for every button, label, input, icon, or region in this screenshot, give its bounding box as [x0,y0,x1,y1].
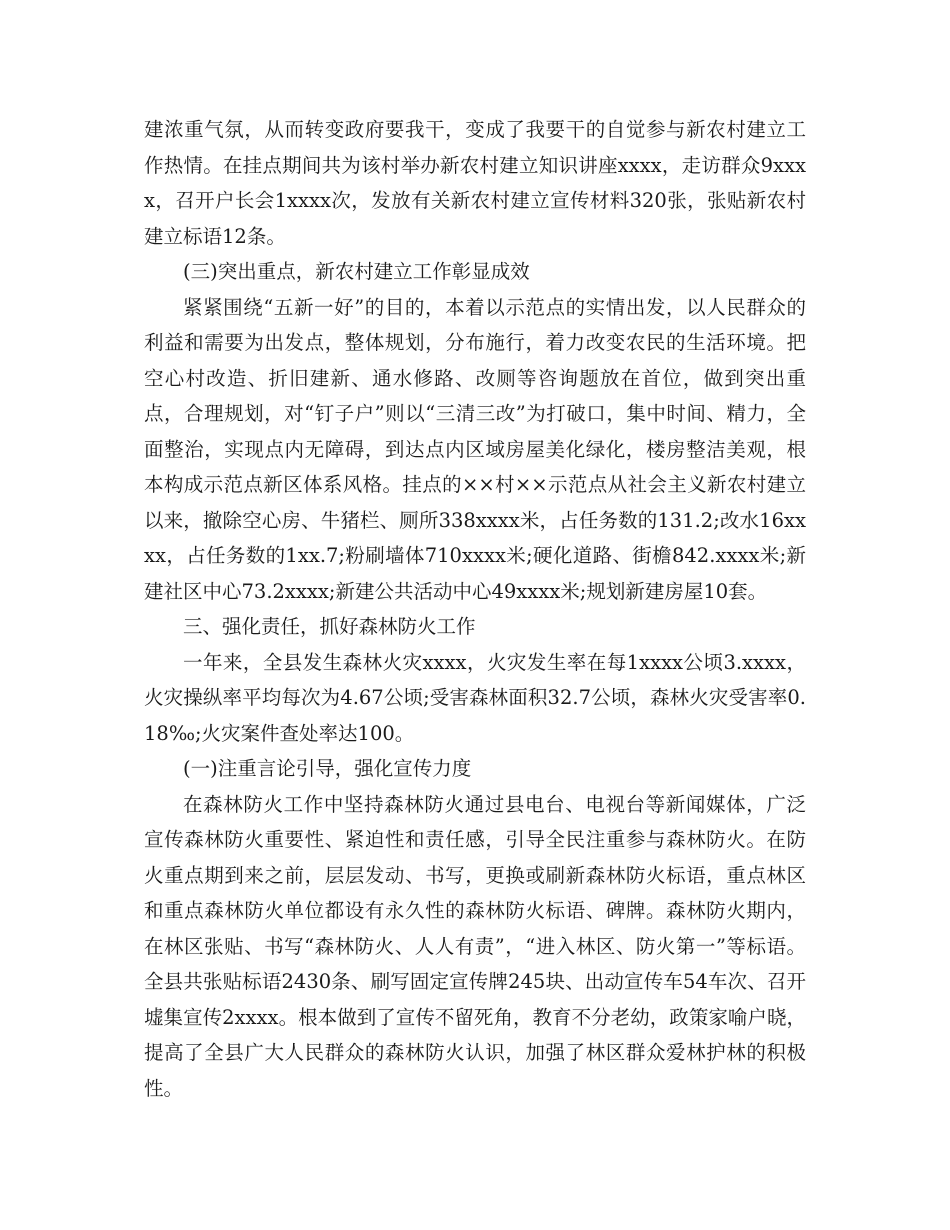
paragraph-continuation: 建浓重气氛，从而转变政府要我干，变成了我要干的自觉参与新农村建立工作热情。在挂点期间共为该村举办新农村建立知识讲座xxxx，走访群众9xxxx，召开户长会1xxxx次，发放有关新农村建立宣传材料320张，张贴新农村建立标语12条。 [144,118,806,248]
paragraph-fire-statistics: 一年来，全县发生森林火灾xxxx，火灾发生率在每1xxxx公顷3.xxxx，火灾操纵率平均每次为4.67公顷;受害森林面积32.7公顷，森林火灾受害率0.18‰;火灾案件查处率达100。 [144,650,806,745]
section-heading-3: (三)突出重点，新农村建立工作彰显成效 [183,260,530,283]
section-heading-forest-fire: 三、强化责任，抓好森林防火工作 [183,615,476,638]
paragraph-model-village: 紧紧围绕“五新一好”的目的，本着以示范点的实情出发，以人民群众的利益和需要为出发点，整体规划，分布施行，着力改变农民的生活环境。把空心村改造、折旧建新、通水修路、改厕等咨询题放在首位，做到突出重点，合理规划，对“钉子户”则以“三清三改”为打破口，集中时间、精力，全面整治，实现点内无障碍，到达点内区域房屋美化绿化，楼房整洁美观，根本构成示范点新区体系风格。挂点的××村××示范点从社会主义新农村建立以来，撤除空心房、牛猪栏、厕所338xxxx米，占任务数的131.2;改水16xxxx，占任务数的1xx.7;粉刷墙体710xxxx米;硬化道路、街檐842.xxxx米;新建社区中心73.2xxxx;新建公共活动中心49xxxx米;规划新建房屋10套。 [144,295,806,603]
paragraph-publicity: 在森林防火工作中坚持森林防火通过县电台、电视台等新闻媒体，广泛宣传森林防火重要性、紧迫性和责任感，引导全民注重参与森林防火。在防火重点期到来之前，层层发动、书写，更换或刷新森林防火标语，重点林区和重点森林防火单位都设有永久性的森林防火标语、碑牌。森林防火期内，在林区张贴、书写“森林防火、人人有责”，“进入林区、防火第一”等标语。全县共张贴标语2430条、刷写固定宣传牌245块、出动宣传车54车次、召开墟集宣传2xxxx。根本做到了宣传不留死角，教育不分老幼，政策家喻户晓，提高了全县广大人民群众的森林防火认识，加强了林区群众爱林护林的积极性。 [144,792,806,1100]
section-heading-publicity: (一)注重言论引导，强化宣传力度 [183,757,472,780]
document-body [144,112,806,1106]
